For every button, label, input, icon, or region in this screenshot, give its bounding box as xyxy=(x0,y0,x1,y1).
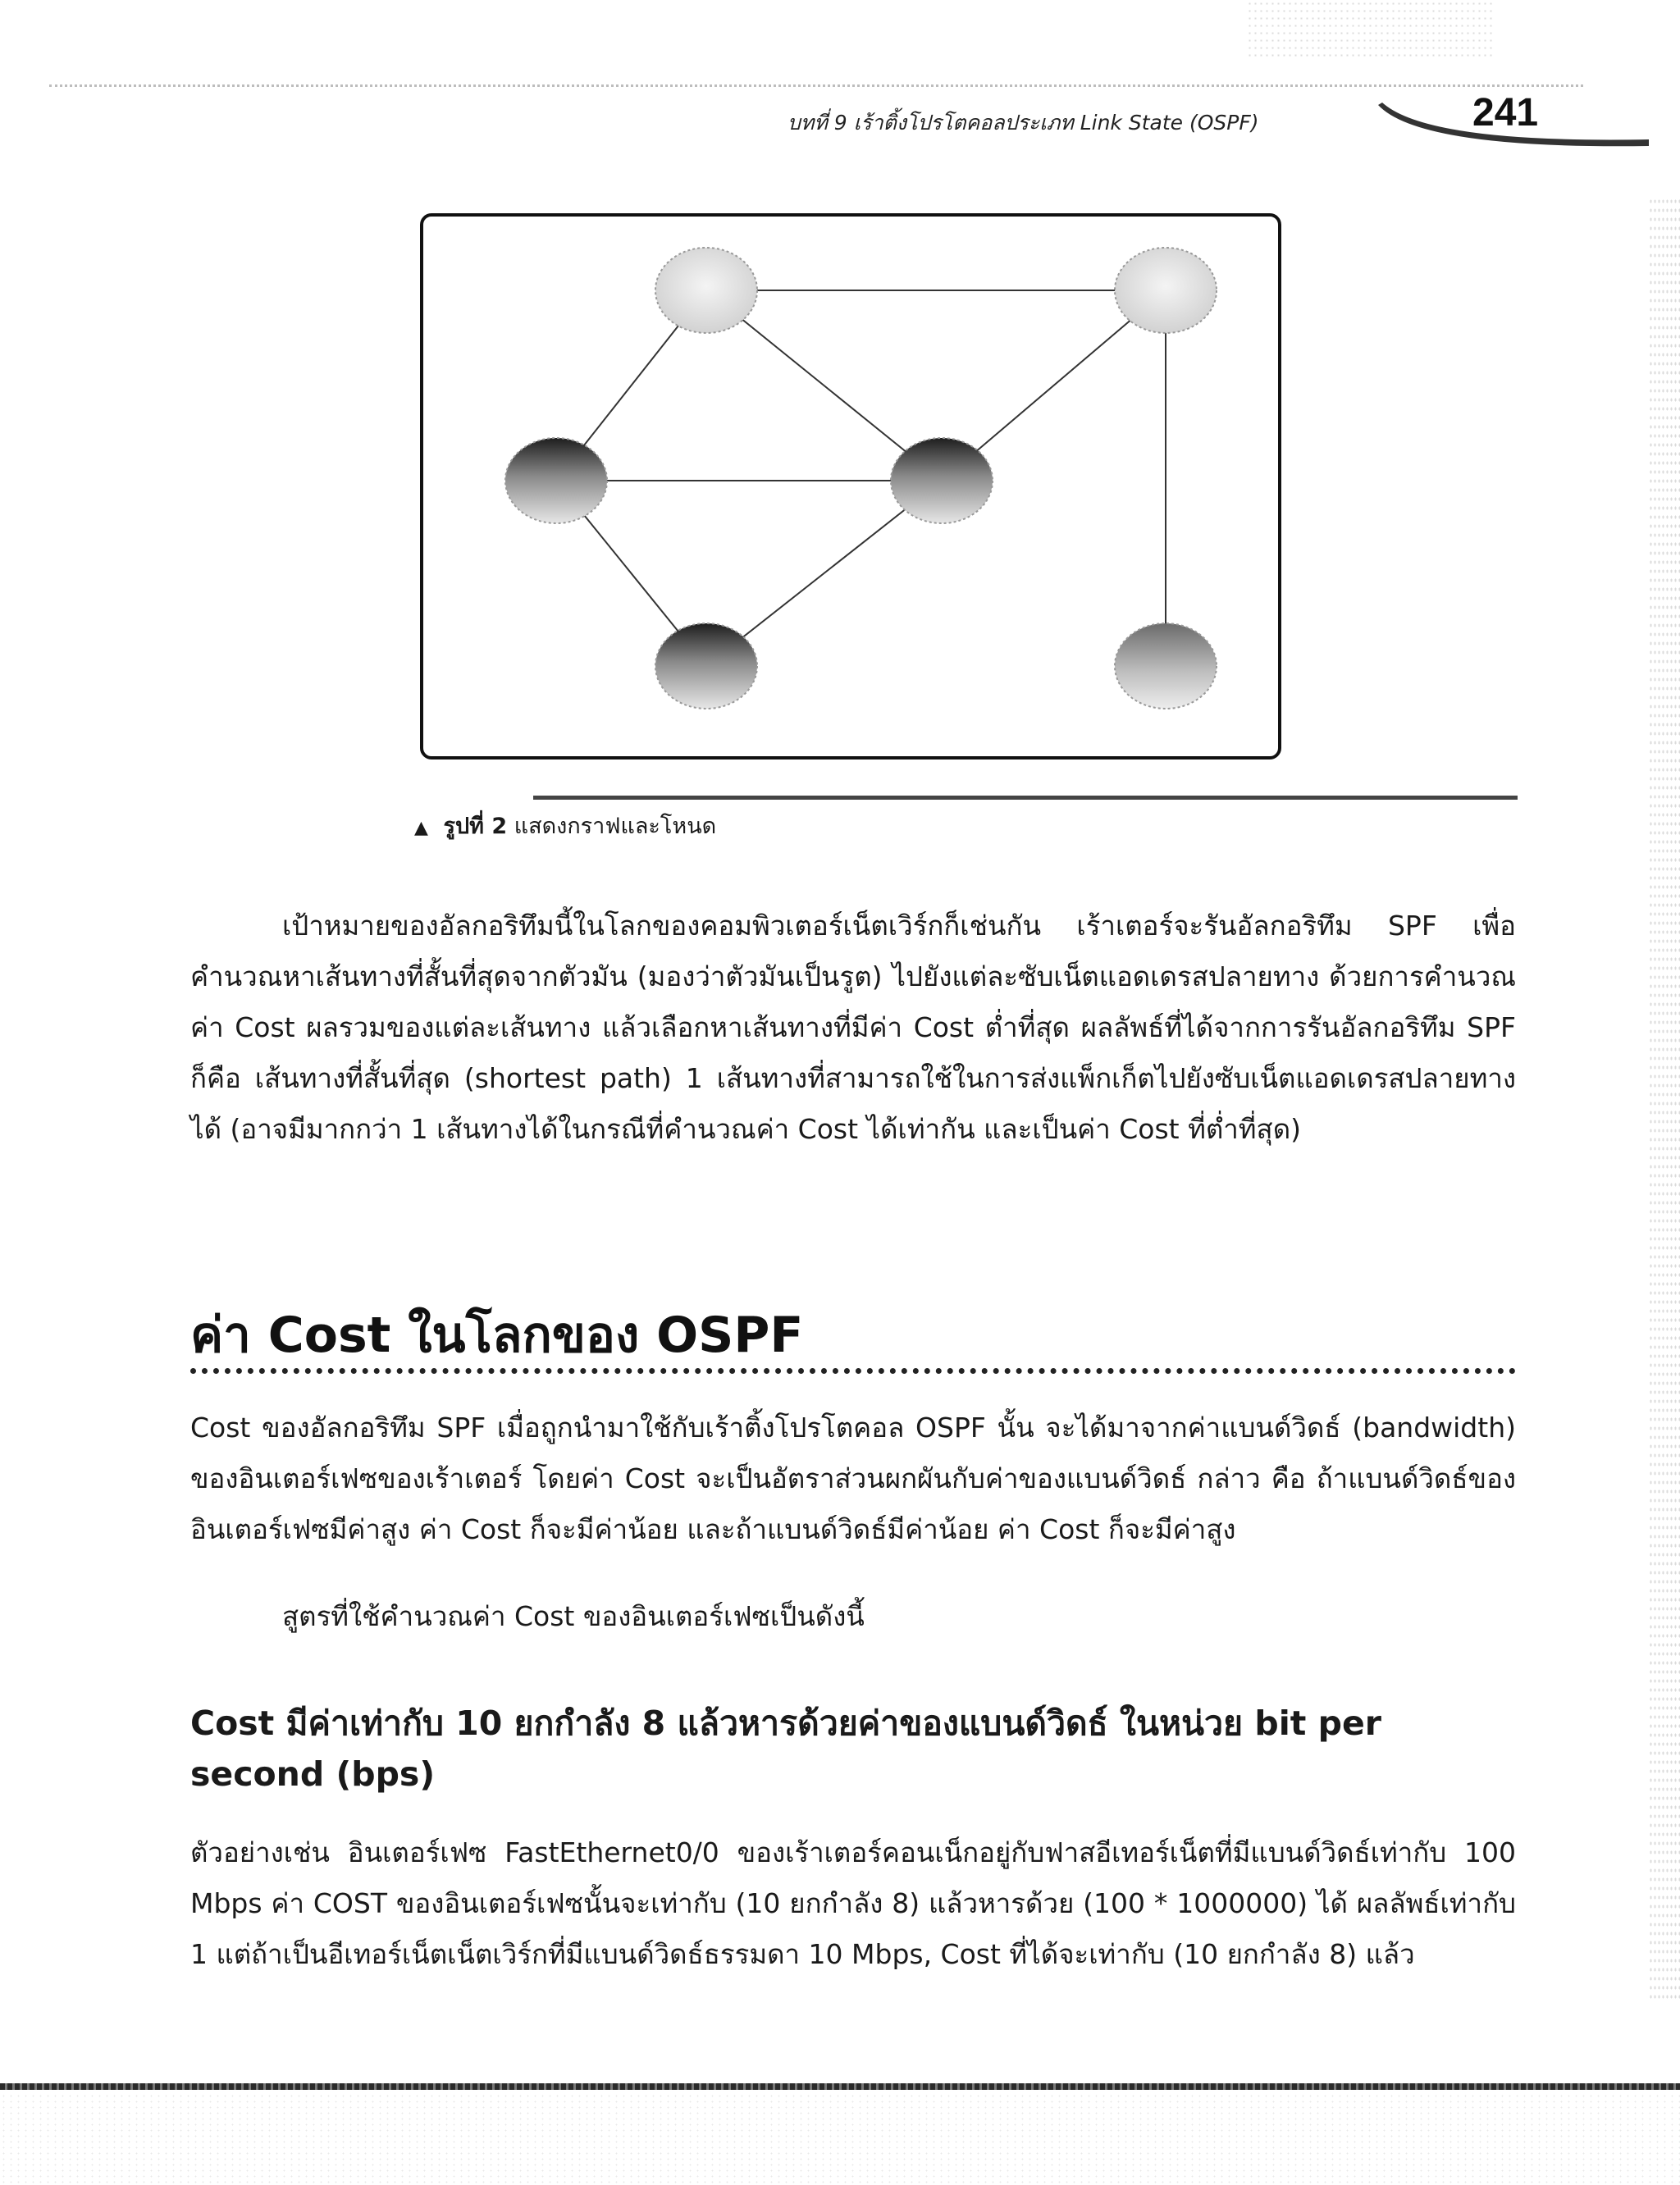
paragraph-cost-bandwidth: Cost ของอัลกอริทึม SPF เมื่อถูกนำมาใช้กับเร้าติ้งโปรโตคอล OSPF นั้น จะได้มาจากค่าแบนด์วิดธ์ (bandwidth) ของอินเตอร์เฟซของเร้าเตอร์ โดยค่า Cost จะเป็นอัตราส่วนผกผันกับค่าของแบนด์วิดธ์ กล่าว คือ ถ้าแบนด์วิดธ์ของอินเตอร์เฟซมีค่าสูง ค่า Cost ก็จะมีค่าน้อย และถ้าแบนด์วิดธ์มีค่าน้อย ค่า Cost ก็จะมีค่าสูง xyxy=(190,1412,1516,1545)
caption-text: แสดงกราฟและโหนด xyxy=(514,814,717,839)
page-number: 241 xyxy=(1472,91,1539,135)
graph-diagram xyxy=(423,217,1278,756)
paragraph-formula-intro: สูตรที่ใช้คำนวณค่า Cost ของอินเตอร์เฟซเป็นดังนี้ xyxy=(282,1600,865,1632)
graph-node-center xyxy=(891,438,993,523)
scan-noise-top xyxy=(1247,0,1493,57)
footer-band xyxy=(0,2083,1680,2090)
heading-dotted-rule xyxy=(190,1368,1516,1374)
graph-node-top-right xyxy=(1115,248,1217,333)
graph-node-top-left xyxy=(655,248,757,333)
graph-figure xyxy=(420,213,1281,760)
caption-rule xyxy=(533,796,1518,800)
figure-caption xyxy=(414,808,716,843)
header-rule xyxy=(49,84,1583,87)
triangle-icon: ▲ xyxy=(414,818,428,838)
graph-node-bottom-left xyxy=(655,623,757,709)
running-head: บทที่ 9 เร้าติ้งโปรโตคอลประเภท Link State (OSPF) xyxy=(788,111,1259,135)
paragraph-spf-goal: เป้าหมายของอัลกอริทึมนี้ในโลกของคอมพิวเตอร์เน็ตเวิร์กก็เช่นกัน เร้าเตอร์จะรันอัลกอริทึม SPF เพื่อคำนวณหาเส้นทางที่สั้นที่สุดจากตัวมัน (มองว่าตัวมันเป็นรูต) ไปยังแต่ละซับเน็ตแอดเดรสปลายทาง ด้วยการคำนวณค่า Cost ผลรวมของแต่ละเส้นทาง แล้วเลือกหาเส้นทางที่มีค่า Cost ต่ำที่สุด ผลลัพธ์ที่ได้จากการรันอัลกอริทึม SPF ก็คือ เส้นทางที่สั้นที่สุด (shortest path) 1 เส้นทางที่สามารถใช้ในการส่งแพ็กเก็ตไปยังซับเน็ตแอดเดรสปลายทางได้ (อาจมีมากกว่า 1 เส้นทางได้ในกรณีที่คำนวณค่า Cost ได้เท่ากัน และเป็นค่า Cost ที่ต่ำที่สุด) xyxy=(190,910,1516,1145)
cost-formula: Cost มีค่าเท่ากับ 10 ยกกำลัง 8 แล้วหารด้วยค่าของแบนด์วิดธ์ ในหน่วย bit per second (bps) xyxy=(190,1704,1381,1794)
scan-noise-right xyxy=(1649,197,1680,2001)
graph-node-bottom-right xyxy=(1115,623,1217,709)
paragraph-example: ตัวอย่างเช่น อินเตอร์เฟซ FastEthernet0/0 ของเร้าเตอร์คอนเน็กอยู่กับฟาสอีเทอร์เน็ตที่มีแบนด์วิดธ์เท่ากับ 100 Mbps ค่า COST ของอินเตอร์เฟซนั้นจะเท่ากับ (10 ยกกำลัง 8) แล้วหารด้วย (100 * 1000000) ได้ ผลลัพธ์เท่ากับ 1 แต่ถ้าเป็นอีเทอร์เน็ตเน็ตเวิร์กที่มีแบนด์วิดธ์ธรรมดา 10 Mbps, Cost ที่ได้จะเท่ากับ (10 ยกกำลัง 8) แล้ว xyxy=(190,1836,1516,1970)
caption-label: รูปที่ 2 xyxy=(443,814,508,839)
section-heading: ค่า Cost ในโลกของ OSPF xyxy=(190,1307,804,1364)
scan-noise-bottom xyxy=(0,2093,1680,2185)
graph-node-mid-left xyxy=(505,438,607,523)
